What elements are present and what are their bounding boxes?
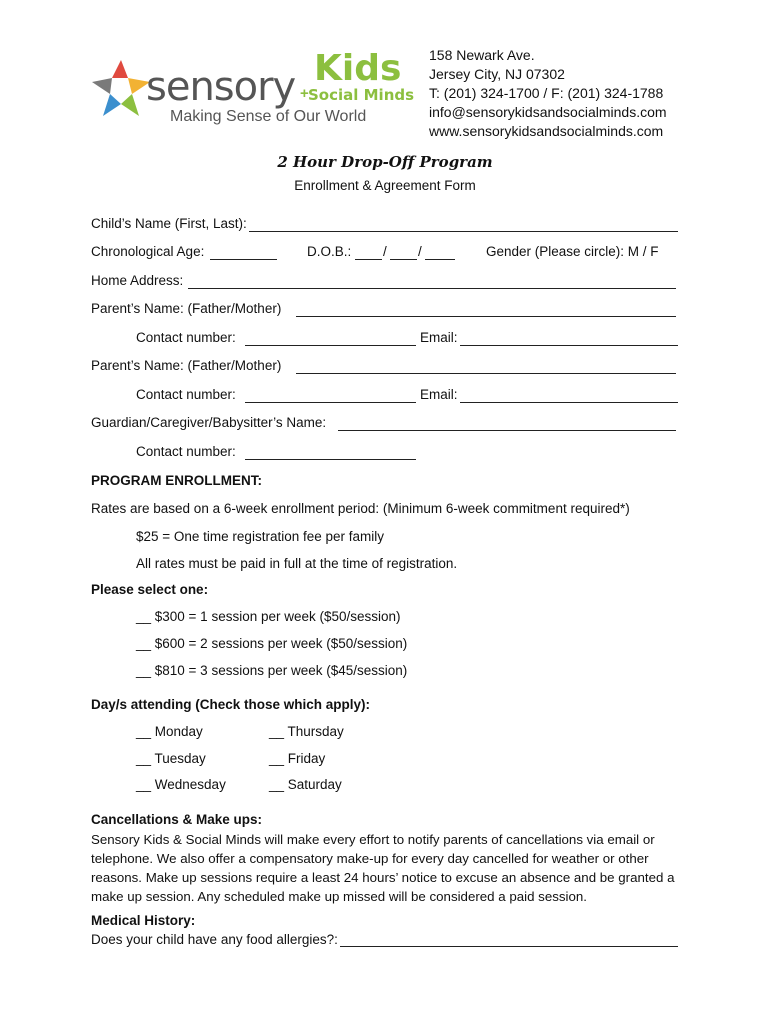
child-name-label: Child’s Name (First, Last): <box>91 216 247 231</box>
cancellations-heading: Cancellations & Make ups: <box>91 812 263 827</box>
guardian-contact-field[interactable] <box>245 459 416 460</box>
food-allergies-field[interactable] <box>340 946 678 947</box>
option-1-session[interactable]: __ $300 = 1 session per week ($50/session) <box>136 609 401 624</box>
day-tuesday[interactable]: __ Tuesday <box>136 751 206 766</box>
parent-2-email-label: Email: <box>420 387 458 402</box>
option-3-sessions[interactable]: __ $810 = 3 sessions per week ($45/session) <box>136 663 408 678</box>
guardian-name-field[interactable] <box>338 430 676 431</box>
parent-2-contact-field[interactable] <box>245 402 416 403</box>
logo-word-kids: Kids <box>314 48 402 89</box>
rates-line: Rates are based on a 6-week enrollment period: (Minimum 6-week commitment required*) <box>91 501 630 516</box>
payment-note: All rates must be paid in full at the time of registration. <box>136 556 458 571</box>
days-heading: Day/s attending (Check those which apply): <box>91 697 371 712</box>
day-saturday[interactable]: __ Saturday <box>269 777 342 792</box>
guardian-name-label: Guardian/Caregiver/Babysitter’s Name: <box>91 415 327 430</box>
address-block <box>429 46 667 141</box>
dob-month-field[interactable] <box>355 259 382 260</box>
dob-label: D.O.B.: <box>307 244 352 259</box>
parent-2-contact-label: Contact number: <box>136 387 236 402</box>
dob-slash-2: / <box>418 244 422 259</box>
select-one-heading: Please select one: <box>91 582 209 597</box>
parent-1-email-field[interactable] <box>460 345 678 346</box>
parent-1-email-label: Email: <box>420 330 458 345</box>
age-label: Chronological Age: <box>91 244 205 259</box>
day-monday[interactable]: __ Monday <box>136 724 203 739</box>
address-web: www.sensorykidsandsocialminds.com <box>429 123 664 139</box>
child-name-field[interactable] <box>249 231 678 232</box>
parent-2-name-label: Parent’s Name: (Father/Mother) <box>91 358 282 373</box>
logo <box>90 50 420 132</box>
parent-1-contact-field[interactable] <box>245 345 416 346</box>
logo-tagline: Making Sense of Our World <box>170 108 367 125</box>
guardian-contact-label: Contact number: <box>136 444 236 459</box>
logo-word-sensory: sensory <box>146 64 296 110</box>
dob-slash-1: / <box>383 244 387 259</box>
medical-history-heading: Medical History: <box>91 913 196 928</box>
address-email: info@sensorykidsandsocialminds.com <box>429 104 667 120</box>
address-city: Jersey City, NJ 07302 <box>429 66 565 82</box>
food-allergies-label: Does your child have any food allergies?: <box>91 932 338 947</box>
parent-1-name-label: Parent’s Name: (Father/Mother) <box>91 301 282 316</box>
logo-word-social-minds: Social Minds <box>308 86 415 104</box>
cancellations-text: Sensory Kids & Social Minds will make every effort to notify parents of cancellations via email or telephone. We also offer a compensatory make-up for every day cancelled for weather or other reasons. Make up sessions require a least 24 hours’ notice to excuse an absence and be granted a make up session. Any scheduled make up missed will be considered a paid session. <box>91 832 675 904</box>
program-enrollment-heading: PROGRAM ENROLLMENT: <box>91 473 262 488</box>
registration-fee: $25 = One time registration fee per family <box>136 529 384 544</box>
home-address-label: Home Address: <box>91 273 184 288</box>
day-thursday[interactable]: __ Thursday <box>269 724 344 739</box>
star-logo-icon <box>90 58 152 120</box>
address-phone: T: (201) 324-1700 / F: (201) 324-1788 <box>429 85 664 101</box>
day-wednesday[interactable]: __ Wednesday <box>136 777 226 792</box>
parent-2-email-field[interactable] <box>460 402 678 403</box>
parent-1-name-field[interactable] <box>296 316 676 317</box>
gender-label: Gender (Please circle): M / F <box>486 244 659 259</box>
parent-1-contact-label: Contact number: <box>136 330 236 345</box>
form-subtitle: Enrollment & Agreement Form <box>294 178 476 193</box>
home-address-field[interactable] <box>188 288 676 289</box>
dob-day-field[interactable] <box>390 259 417 260</box>
age-field[interactable] <box>210 259 277 260</box>
logo-plus-icon: + <box>300 85 309 102</box>
address-street: 158 Newark Ave. <box>429 47 535 63</box>
parent-2-name-field[interactable] <box>296 373 676 374</box>
dob-year-field[interactable] <box>425 259 455 260</box>
option-2-sessions[interactable]: __ $600 = 2 sessions per week ($50/session) <box>136 636 408 651</box>
form-title: 2 Hour Drop-Off Program <box>277 153 493 171</box>
day-friday[interactable]: __ Friday <box>269 751 326 766</box>
